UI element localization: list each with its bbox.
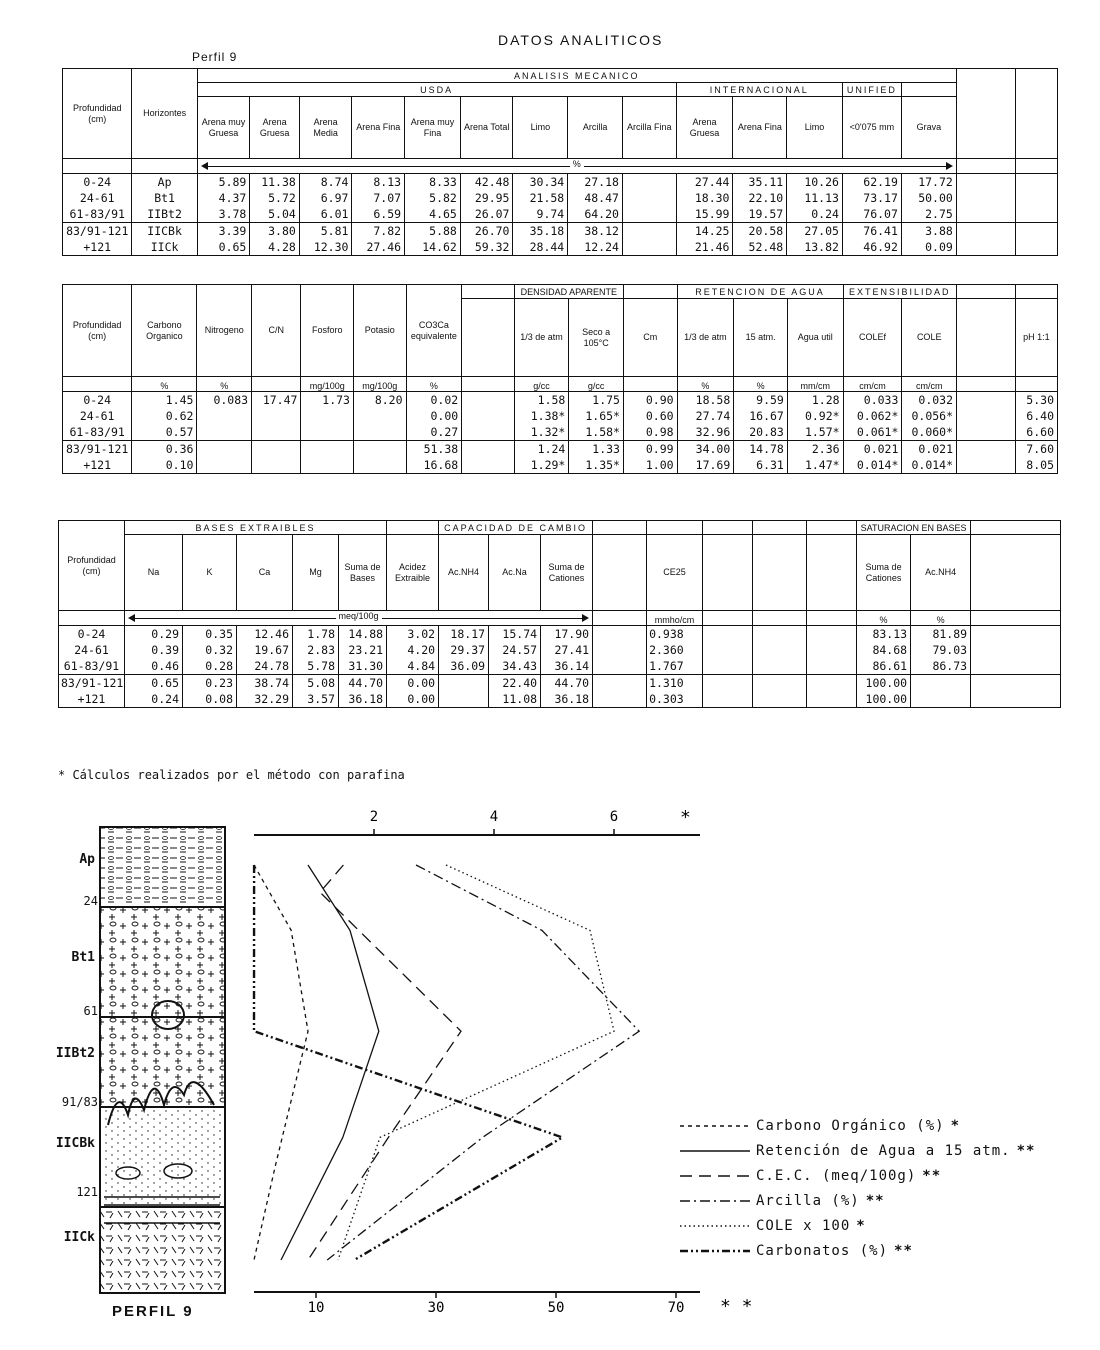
series-line-dotted: [338, 865, 614, 1260]
col-header: Arena Fina: [352, 97, 405, 159]
legend-item: [680, 1193, 885, 1209]
header-profundidad: Profundidad (cm): [59, 521, 125, 611]
legend-item: [680, 1218, 866, 1234]
legend-marker: **: [894, 1243, 913, 1259]
top-axis-tick-label: 4: [489, 809, 499, 825]
table-row: 83/91-121 +121 0.36 0.10 51.38 16.68 1.24 1.29* 1.33 1.35* 0.99 1.00 34.00 17.69 14.78 6.31 2.36 1.47* 0.021 0.014* 0.021 0.014* 7.60 8.05: [63, 441, 1058, 474]
legend-label: Retención de Agua a 15 atm.: [756, 1143, 1011, 1159]
group-densidad-aparente: DENSIDAD APARENTE: [514, 285, 623, 299]
profile-column: [98, 825, 228, 1295]
legend-marker: **: [1016, 1143, 1036, 1159]
horizon-label: Bt1: [71, 950, 95, 965]
legend-item: [680, 1243, 913, 1259]
col-header: Limo: [787, 97, 843, 159]
legend-item: [680, 1168, 941, 1184]
depth-label: 24: [83, 894, 98, 908]
series-line-short-dash: [254, 865, 308, 1260]
table-analisis-mecanico: [62, 68, 1058, 256]
legend-swatch: [680, 1120, 750, 1132]
horizon-label: IICk: [63, 1230, 95, 1245]
percent-arrow-label: %: [570, 159, 584, 169]
legend-label: COLE x 100: [756, 1218, 851, 1234]
header-profundidad: Profundidad (cm): [63, 285, 132, 377]
legend-label: Carbonatos (%): [756, 1243, 889, 1259]
series-line-long-dash: [308, 865, 461, 1260]
series-line-solid: [281, 865, 379, 1260]
horizon-label: IICBk: [55, 1136, 95, 1151]
col-header: Limo: [513, 97, 568, 159]
horizon-label: IIBt2: [55, 1046, 95, 1061]
legend-label: Carbono Orgánico (%): [756, 1118, 945, 1134]
series-line-dash-dot: [327, 865, 639, 1260]
col-header: Arcilla: [568, 97, 623, 159]
legend-item: [680, 1143, 1035, 1159]
legend-marker: **: [865, 1193, 885, 1209]
bottom-axis-marker: * *: [720, 1296, 753, 1317]
table-row: 83/91-121 +121 IICBk IICk 3.39 0.65 3.80 4.28 5.81 12.30 7.82 27.46 5.88 14.62 26.70 59.32 35.18 28.44 38.12 12.24 14.25 21.46 20.58 52.48 27.05 13.82 76.41 46.92 3.88 0.09: [63, 223, 1058, 256]
group-retencion-agua: RETENCION DE AGUA: [677, 285, 843, 299]
col-header: <0'075 mm: [842, 97, 901, 159]
legend-swatch: [680, 1170, 750, 1182]
legend-label: C.E.C. (meq/100g): [756, 1168, 917, 1184]
header-carbono: Carbono Organico: [132, 285, 197, 377]
header-horizontes: Horizontes: [132, 69, 197, 159]
group-saturacion-bases: SATURACION EN BASES: [857, 521, 971, 535]
top-axis-tick-label: 6: [609, 809, 619, 825]
col-header: Arena Media: [299, 97, 352, 159]
legend-swatch: [680, 1195, 750, 1207]
group-unified: UNIFIED: [842, 83, 901, 97]
table-row: 83/91-121 +121 0.65 0.24 0.23 0.08 38.74 32.29 5.08 3.57 44.70 36.18 0.00 0.00 22.40 11.08 44.70 36.18 1.310 0.303 100.00 100.00: [59, 675, 1061, 708]
depth-label: 91/83: [61, 1095, 98, 1109]
top-axis-marker: *: [680, 807, 691, 828]
group-bases-extraibles: BASES EXTRAIBLES: [125, 521, 387, 535]
table-row: 0-24 24-61 61-83/91 1.45 0.62 0.57 0.083 17.47 1.73 8.20 0.02 0.00 0.27 1.58 1.38* 1.32* 1.75 1.65* 1.58* 0.90 0.60 0.98 18.58 27.74 32.96 9.59 16.67 20.83 1.28 0.92* 1.57* 0.033 0.062* 0.061* 0.032 0.056* 0.060* 5.30 6.40 6.60: [63, 392, 1058, 441]
legend-swatch: [680, 1220, 750, 1232]
perfil-label: Perfil 9: [192, 50, 238, 64]
bottom-axis-tick-label: 30: [427, 1300, 445, 1316]
group-internacional: INTERNACIONAL: [676, 83, 842, 97]
col-header: Arena Total: [460, 97, 513, 159]
depth-label: 121: [76, 1185, 98, 1199]
depth-label: 61: [83, 1004, 98, 1018]
col-header: Arena Gruesa: [250, 97, 299, 159]
table-row: 0-24 24-61 61-83/91 0.29 0.39 0.46 0.35 0.32 0.28 12.46 19.67 24.78 1.78 2.83 5.78 14.88 23.21 31.30 3.02 4.20 4.84 18.17 29.37 36.09 15.74 24.57 34.43 17.90 27.41 36.14 0.938 2.360 1.767 83.13 84.68 86.61 81.89 79.03 86.73: [59, 626, 1061, 675]
legend-label: Arcilla (%): [756, 1193, 860, 1209]
col-header: Grava: [901, 97, 956, 159]
bottom-axis-tick-label: 50: [547, 1300, 565, 1316]
table-row: 0-24 24-61 61-83/91 Ap Bt1 IIBt2 5.89 4.37 3.78 11.38 5.72 5.04 8.74 6.97 6.01 8.13 7.07 6.59 8.33 5.82 4.65 42.48 29.95 26.07 30.34 21.58 9.74 27.18 48.47 64.20 27.44 18.30 15.99 35.11 22.10 19.57 10.26 11.13 0.24 62.19 73.17 76.07 17.72 50.00 2.75: [63, 174, 1058, 223]
col-header: Arena Gruesa: [676, 97, 733, 159]
ce-unit: mmho/cm: [647, 611, 703, 626]
group-analisis-mecanico: ANALISIS MECANICO: [197, 69, 956, 83]
group-capacidad-cambio: CAPACIDAD DE CAMBIO: [439, 521, 593, 535]
bottom-axis-tick-label: 10: [307, 1300, 325, 1316]
table-propiedades-quimicas: Profundidad (cm) Carbono Organico Nitrogeno C/N Fosforo Potasio CO3Ca equivalente DENSIDAD APARENTE RETENCION DE AGUA EXTENSIBILIDAD 1/3 de atm Seco a 105°C Cm 1/3 de atm 15 atm. Agua util COLEf COLE pH 1:1 % % mg/100g mg/100g % g/cc g/cc % % mm/cm cm/cm cm/cm 0-24 24-61 61-83/91 1.45 0.62 0.57 0.083 17.47 1.73 8.20 0.02 0.00 0.27 1.58 1.38* 1.32* 1.75 1.65* 1.58* 0.90 0.60 0.98 18.58 27.74 32.96 9.59 16.67 20.83 1.28 0.92* 1.57* 0.033 0.062* 0.061* 0.032 0.056* 0.060* 5.30 6.40 6.60 83/91-121 +121 0.36 0.10 51.38 16.68 1.24 1.29* 1.33 1.35* 0.99 1.00 34.00 17.69 14.78 6.31 2.36 1.47* 0.021 0.014* 0.021 0.014* 7.60 8.05: [62, 284, 1058, 474]
col-header: Arena muy Gruesa: [197, 97, 250, 159]
footnote: * Cálculos realizados por el método con parafina: [58, 768, 405, 782]
group-extensibilidad: EXTENSIBILIDAD: [843, 285, 956, 299]
legend-marker: **: [922, 1168, 942, 1184]
col-header: Arcilla Fina: [622, 97, 676, 159]
legend-swatch: [680, 1245, 750, 1257]
group-usda: USDA: [197, 83, 676, 97]
legend-item: [680, 1118, 960, 1134]
bottom-axis-tick-label: 70: [667, 1300, 685, 1316]
meq-arrow-label: meq/100g: [336, 611, 382, 621]
top-axis-tick-label: 2: [369, 809, 379, 825]
legend-marker: *: [856, 1218, 866, 1234]
table-bases-extraibles: Profundidad (cm) BASES EXTRAIBLES CAPACIDAD DE CAMBIO SATURACION EN BASES Na K Ca Mg Suma de Bases Acidez Extraible Ac.NH4 Ac.Na Suma de Cationes CE25 Suma de Cationes Ac.NH4 meq/100g mmho/cm % % 0-24 24-61 61-83/91 0.29 0.39 0.46 0.35 0.32 0.28 12.46 19.67 24.78 1.78 2.83 5.78 14.88 23.21 31.30 3.02 4.20 4.84 18.17 29.37 36.09 15.74 24.57 34.43 17.90 27.41 36.14 0.938 2.360 1.767 83.13 84.68 86.61 81.89 79.03 86.73 83/91-121 +121 0.65 0.24 0.23 0.08 38.74 32.29 5.08 3.57 44.70 36.18 0.00 0.00 22.40 11.08 44.70 36.18 1.310 0.303 100.00 100.00: [58, 520, 1061, 708]
page-title: DATOS ANALITICOS: [498, 32, 664, 48]
horizon-label: Ap: [79, 852, 95, 867]
col-header: Arena muy Fina: [405, 97, 461, 159]
legend-marker: *: [950, 1118, 961, 1134]
profile-title: PERFIL 9: [112, 1303, 194, 1320]
col-header: Arena Fina: [733, 97, 787, 159]
legend-swatch: [680, 1145, 750, 1157]
header-profundidad: Profundidad (cm): [63, 69, 132, 159]
